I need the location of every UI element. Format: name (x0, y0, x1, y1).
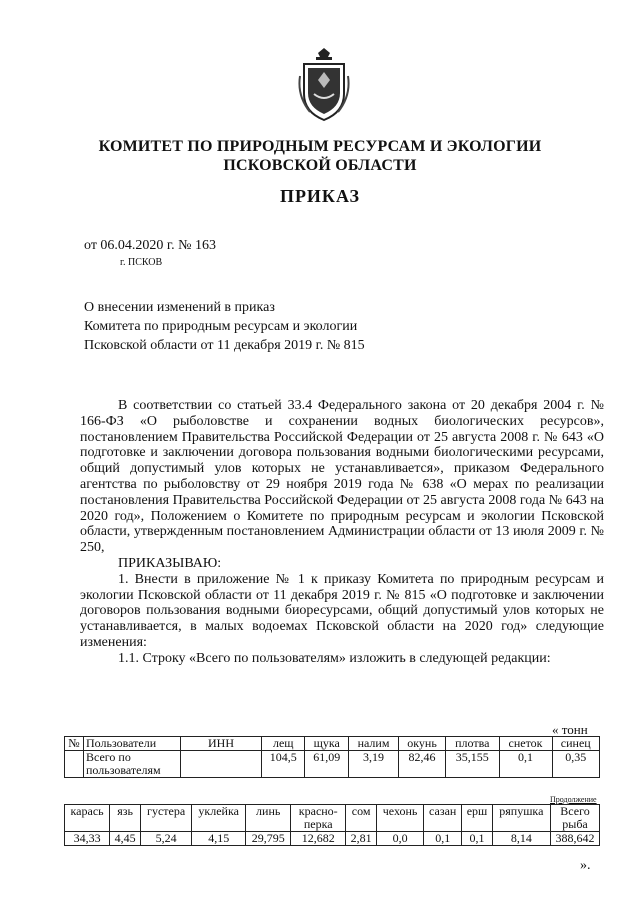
table-cell: 29,795 (246, 832, 291, 846)
table-cell: 0,1 (424, 832, 462, 846)
table-cell: 5,24 (141, 832, 192, 846)
table-header-cell: чехонь (377, 805, 424, 832)
table-cell: 3,19 (348, 751, 398, 778)
item-1-1-paragraph: 1.1. Строку «Всего по пользователям» изложить в следующей редакции: (118, 650, 551, 666)
table-cell: 0,0 (377, 832, 424, 846)
table-header-cell: окунь (399, 737, 446, 751)
table-row (65, 751, 600, 778)
table-header-cell: язь (110, 805, 141, 832)
order-word: ПРИКАЗЫВАЮ: (118, 555, 222, 571)
organization-name-line1: КОМИТЕТ ПО ПРИРОДНЫМ РЕСУРСАМ И ЭКОЛОГИИ (98, 138, 542, 155)
table-cell: 4,15 (192, 832, 246, 846)
item-1-paragraph: 1. Внести в приложение № 1 к приказу Комитета по природным ресурсам и экологии Псковской области от 11 декабря 2019 г. № 815 «О подготовке и заключении договоров пользования водными биоресурсами, общий допустимый улов которых не устанавливается, в малых водоемах Псковской области на 2020 год» следующие изменения: (80, 571, 604, 650)
coat-of-arms-icon (296, 46, 352, 126)
users-table (64, 736, 600, 778)
table-header-cell: синец (552, 737, 600, 751)
table-header-cell: уклейка (192, 805, 246, 832)
table-header-cell: ряпушка (492, 805, 550, 832)
preamble-paragraph: В соответствии со статьей 33.4 Федерального закона от 20 декабря 2004 г. № 166-ФЗ «О рыболовстве и сохранении водных биологических ресурсов», постановлением Правительства Российской Федерации от 25 августа 2008 г. № 643 «О подготовке и заключении договора пользования водными биологическими ресурсами, общий допустимый улов которых не устанавливается», приказом Федерального агентства по рыболовству от 29 ноября 2019 года № 638 «О мерах по реализации постановления Правительства Российской Федерации от 25 августа 2008 года № 643 на 2020 год», Положением о Комитете по природным ресурсам и экологии Псковской области, утвержденным постановлением Администрации области от 13 июля 2009 г. № 250, (80, 398, 604, 556)
table-cell (181, 751, 262, 778)
table-header-cell: № (65, 737, 84, 751)
table-cell (65, 751, 84, 778)
table-row (65, 832, 600, 846)
table-header-cell: щука (305, 737, 348, 751)
table-header-cell: снеток (499, 737, 552, 751)
table-header-cell: густера (141, 805, 192, 832)
organization-name-line2: ПСКОВСКОЙ ОБЛАСТИ (223, 157, 417, 174)
table-cell: 0,35 (552, 751, 600, 778)
table-cell: 4,45 (110, 832, 141, 846)
table-header-cell: сом (346, 805, 377, 832)
table-cell: 388,642 (551, 832, 600, 846)
table-header-cell: Пользователи (84, 737, 181, 751)
table-cell: 2,81 (346, 832, 377, 846)
table-cell: 12,682 (291, 832, 346, 846)
unit-label: « тонн (552, 722, 588, 737)
document-type-title: ПРИКАЗ (279, 186, 361, 206)
table-header-cell: Всего рыба (551, 805, 600, 832)
table-cell: 34,33 (65, 832, 110, 846)
table-cell: 0,1 (462, 832, 492, 846)
table-header-cell: сазан (424, 805, 462, 832)
table-cell: 8,14 (492, 832, 550, 846)
table-header-row (65, 805, 600, 832)
subject-block (84, 298, 365, 355)
body-text (80, 398, 604, 667)
table-cell: Всего по пользователям (84, 751, 181, 778)
date-number: от 06.04.2020 г. № 163 (84, 238, 216, 253)
continuation-label: Продолжение (550, 795, 597, 804)
table-cell: 104,5 (262, 751, 305, 778)
table-cell: 61,09 (305, 751, 348, 778)
species-table (64, 804, 600, 846)
closing-quote: ». (580, 858, 591, 873)
table-header-cell: налим (348, 737, 398, 751)
table-header-cell: линь (246, 805, 291, 832)
table-header-row (65, 737, 600, 751)
table-cell: 0,1 (499, 751, 552, 778)
table-cell: 35,155 (446, 751, 499, 778)
table-header-cell: карась (65, 805, 110, 832)
table-header-cell: ерш (462, 805, 492, 832)
table-header-cell: плотва (446, 737, 499, 751)
table-header-cell: красно-перка (291, 805, 346, 832)
table-header-cell: ИНН (181, 737, 262, 751)
subject-line: Псковской области от 11 декабря 2019 г. № 815 (84, 338, 365, 353)
subject-line: О внесении изменений в приказ (84, 300, 275, 315)
subject-line: Комитета по природным ресурсам и экологии (84, 319, 358, 334)
table-cell: 82,46 (399, 751, 446, 778)
city-label: г. ПСКОВ (120, 257, 163, 268)
table-header-cell: лещ (262, 737, 305, 751)
